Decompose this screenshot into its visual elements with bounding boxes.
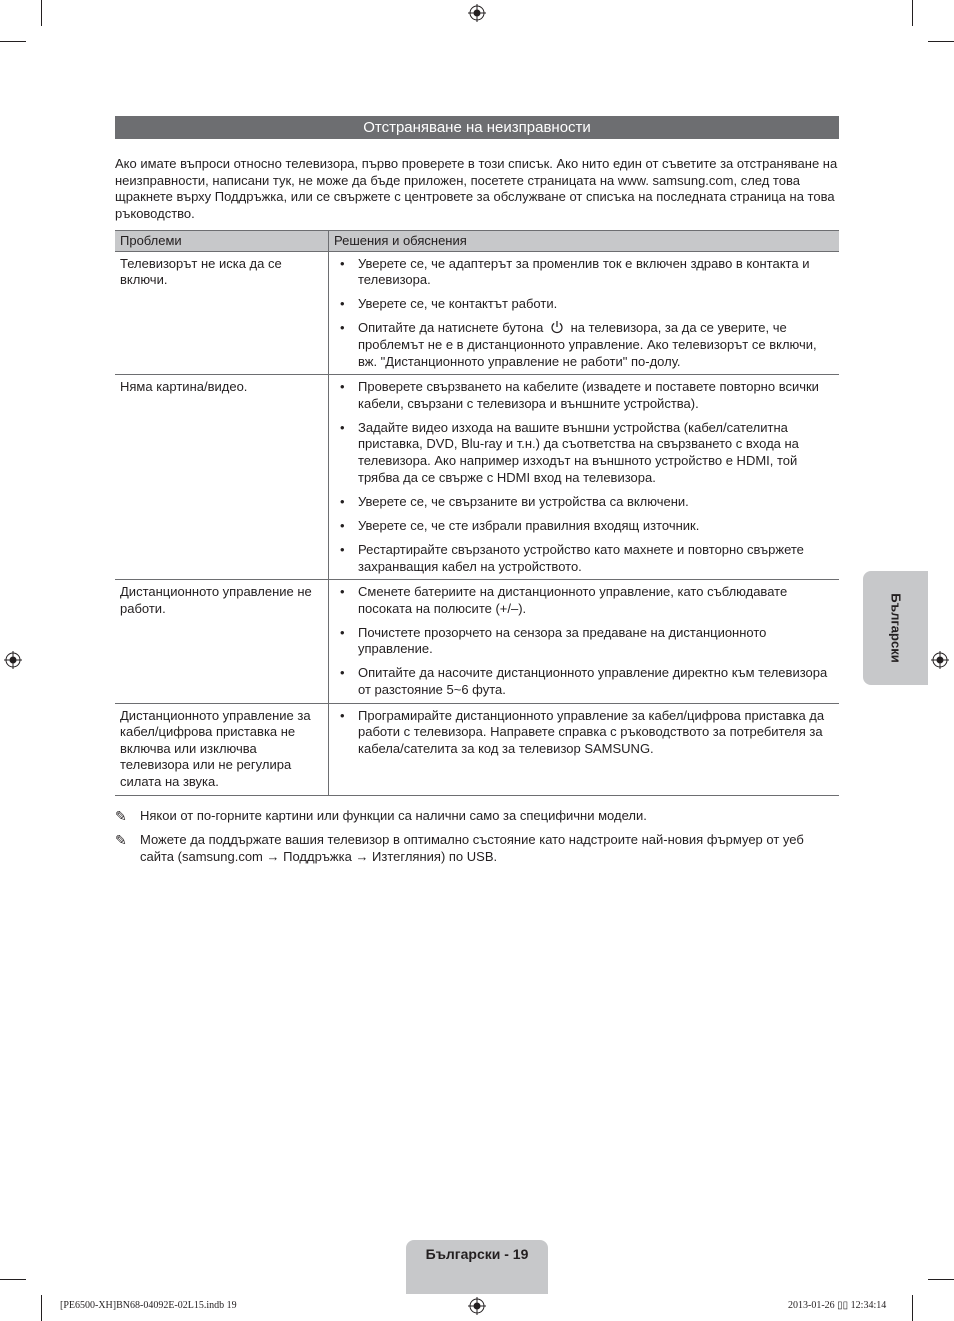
problem-cell: Дистанционното управление за кабел/цифрова приставка не включва или изключва телевизора или не регулира силата на звука. [115,703,329,795]
list-item: • Уверете се, че адаптерът за променлив ток е включен здраво в контакта и телевизора. [340,255,810,288]
crop-mark [912,1295,913,1321]
column-header-problems: Проблеми [115,231,329,252]
intro-paragraph: Ако имате въпроси относно телевизора, първо проверете в този списък. Ако нито един от съветите за отстраняване на неизправности, написани тук, не може да бъде приложен, посетете страницата на www. samsung.com, след това щракнете върху Поддръжка, или се свържете с центровете за обслужване от списъка на последната страница на това ръководство. [115,156,838,221]
page-number-label: Български - 19 [425,1246,529,1262]
crop-mark [928,41,954,42]
solution-text: Рестартирайте свързаното устройство като махнете и повторно свържете захранващия кабел на устройството. [358,541,804,574]
column-header-solutions: Решения и обяснения [329,231,840,252]
solution-text: Сменете батериите на дистанционното управление, като съблюдавате посоката на полюсите (+/–). [358,584,788,616]
list-item: • Сменете батериите на дистанционното управление, като съблюдавате посоката на полюсите (+/–). [340,584,788,616]
section-title: Отстраняване на неизправности [115,116,839,139]
crop-mark [41,0,42,26]
solutions-cell [329,375,840,580]
crop-mark [0,41,26,42]
list-item: • Уверете се, че свързаните ви устройства са включени. [340,493,689,509]
solution-text: на телевизора, за да се уверите, че проблемът не е в дистанционното управление. Ако телевизорът се включи, вж. "Дистанционното управление не работи" по-долу. [358,320,817,369]
registration-mark-icon [468,4,486,22]
note-pencil-icon: ✎ [115,832,127,849]
list-item: • Почистете прозорчето на сензора за предаване на дистанционното управление. [340,624,767,657]
solution-text: Уверете се, че сте избрали правилния входящ източник. [358,517,700,533]
list-item: • Задайте видео изхода на вашите външни устройства (кабел/сателитна приставка, DVD, Blu-ray и т.н.) да съответства на свързването с входа на телевизора. Ако например изходът на външното устройство е HDMI, той трябва да се свърже с HDMI вход на телевизора. [340,419,799,485]
notes [115,808,839,873]
page-number-tab [406,1240,548,1294]
language-side-tab-label: Български [888,593,903,663]
solution-text: Почистете прозорчето на сензора за предаване на дистанционното управление. [358,624,767,657]
registration-mark-icon [468,1297,486,1315]
crop-mark [0,1279,26,1280]
list-item: • Уверете се, че контактът работи. [340,296,558,312]
list-item: • Проверете свързването на кабелите (извадете и поставете повторно всички кабели, свързани с телевизора и външните устройства). [340,379,819,411]
list-item: • Рестартирайте свързаното устройство като махнете и повторно свържете захранващия кабел на устройството. [340,541,804,574]
print-slug-right: 2013-01-26 ▯▯ 12:34:14 [788,1300,887,1311]
solution-text: Уверете се, че контактът работи. [358,296,558,312]
problem-cell: Телевизорът не иска да се включи. [115,251,329,375]
registration-mark-icon [4,651,22,669]
table-row [115,251,839,375]
solution-text: Програмирайте дистанционното управление за кабел/цифрова приставка да работи с телевизора. Направете справка с ръководството за потребителя за кабела/сателита за код за телевизор SAMSUNG. [358,707,825,756]
table-header-row [115,231,839,252]
registration-mark-icon [931,651,949,669]
note-pencil-icon: ✎ [115,808,127,824]
solutions-cell [329,580,840,704]
note-text: Някои от по-горните картини или функции са налични само за специфични модели. [140,808,647,823]
problem-cell: Дистанционното управление не работи. [115,580,329,704]
solution-text: Опитайте да натиснете бутона [358,320,547,336]
solution-text: Задайте видео изхода на вашите външни устройства (кабел/сателитна приставка, DVD, Blu-ray и т.н.) да съответства на свързването с входа на телевизора. Ако например изходът на външното устройство е HDMI, той трябва да се свърже с HDMI вход на телевизора. [358,419,799,485]
power-icon [550,320,564,334]
note-text: Можете да поддържате вашия телевизор в оптимално състояние като надстроите най-новия фърмуер от уеб сайта (samsung.com → Поддръжка → Изтегляния) по USB. [140,832,804,864]
solution-text: Уверете се, че свързаните ви устройства са включени. [358,493,689,509]
crop-mark [928,1279,954,1280]
list-item: • Програмирайте дистанционното управление за кабел/цифрова приставка да работи с телевизора. Направете справка с ръководството за потребителя за кабела/сателита за код за телевизор SAMSUNG. [340,707,825,756]
solutions-cell [329,251,840,375]
solution-text: Проверете свързването на кабелите (извадете и поставете повторно всички кабели, свързани с телевизора и външните устройства). [358,379,819,411]
language-side-tab [863,571,928,685]
table-row [115,375,839,580]
problem-cell: Няма картина/видео. [115,375,329,580]
list-item: • Опитайте да натиснете бутона на телевизора, за да се уверите, че проблемът не е в дистанционното управление. Ако телевизорът се включи, вж. "Дистанционното управление не работи" по-долу. [340,320,817,369]
print-slug-left: [PE6500-XH]BN68-04092E-02L15.indb 19 [60,1300,237,1311]
note-item [115,808,839,825]
table-row [115,703,839,795]
note-item [115,832,839,865]
list-item: • Опитайте да насочите дистанционното управление директно към телевизора от разстояние 5~6 фута. [340,665,828,698]
troubleshooting-table [115,230,839,796]
solutions-cell [329,703,840,795]
solution-text: Уверете се, че адаптерът за променлив ток е включен здраво в контакта и телевизора. [358,255,810,288]
crop-mark [41,1295,42,1321]
table-row [115,580,839,704]
crop-mark [912,0,913,26]
list-item: • Уверете се, че сте избрали правилния входящ източник. [340,517,700,533]
solution-text: Опитайте да насочите дистанционното управление директно към телевизора от разстояние 5~6 фута. [358,665,828,698]
